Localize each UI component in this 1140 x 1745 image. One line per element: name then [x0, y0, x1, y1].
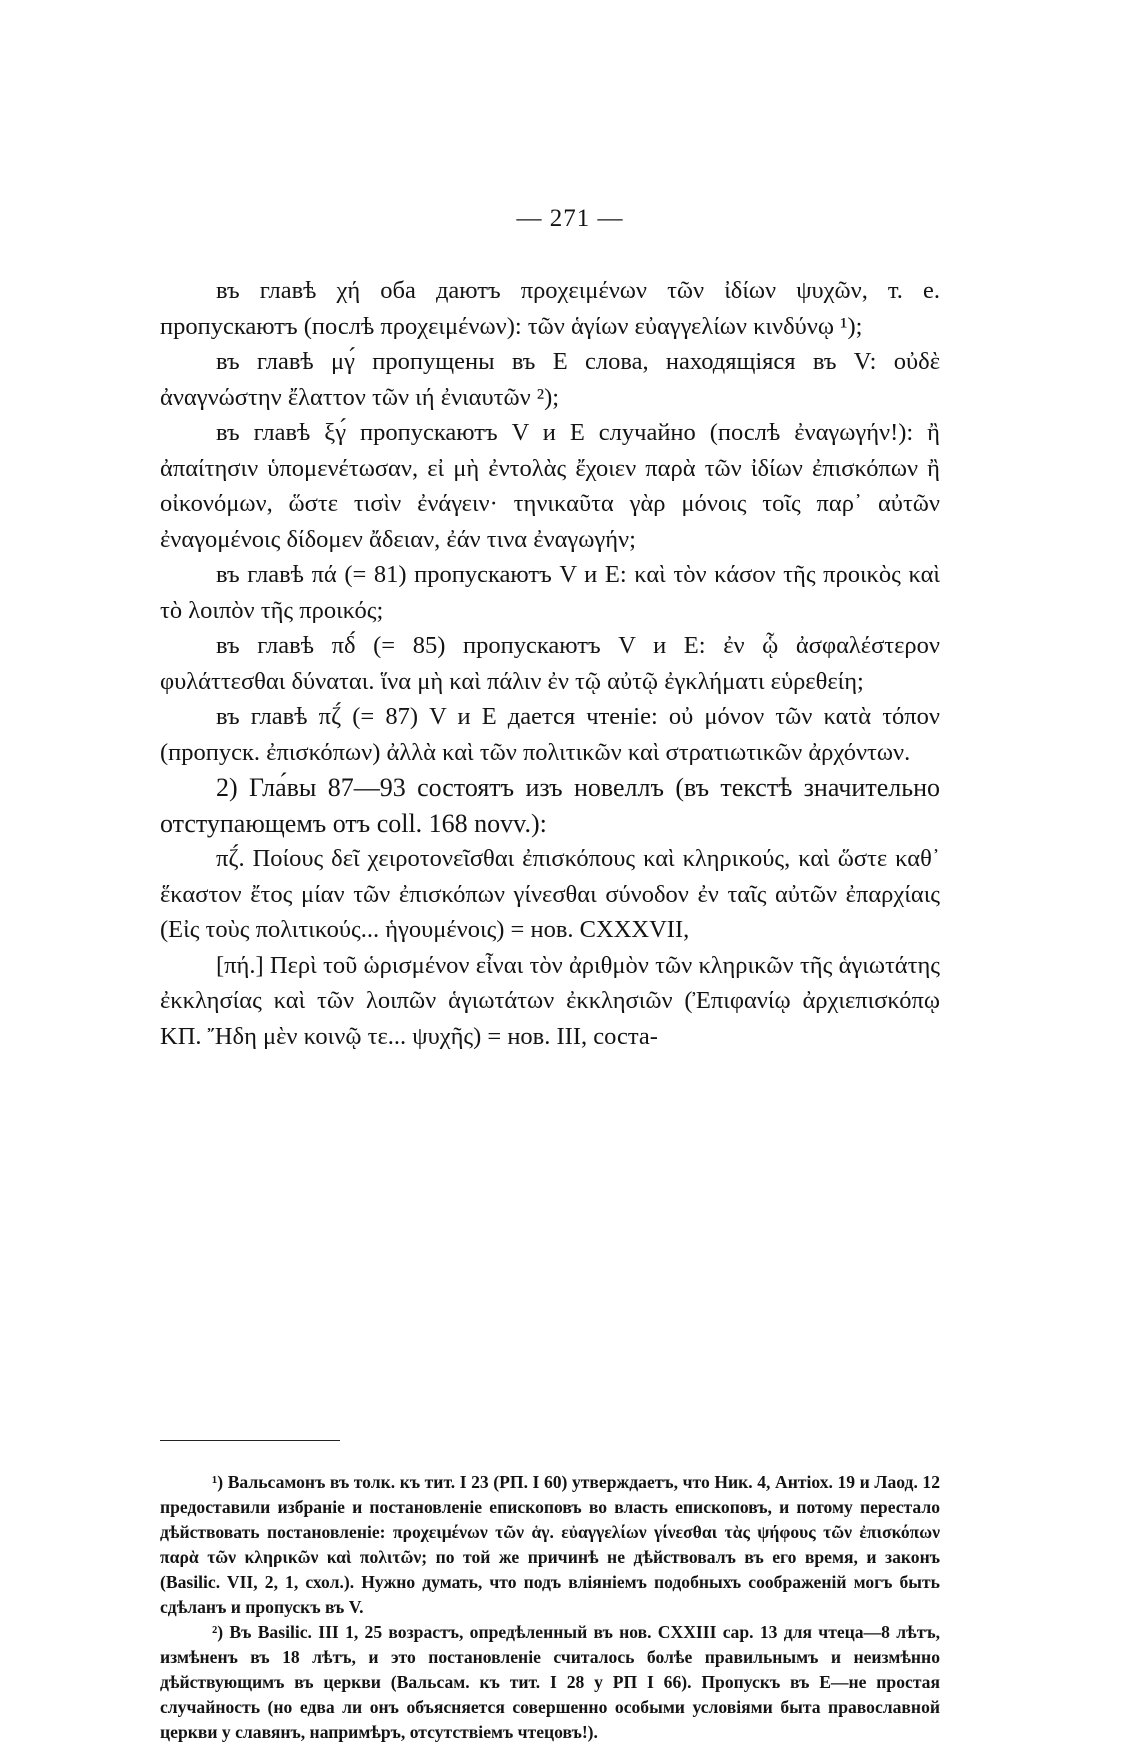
footnote-divider — [160, 1440, 340, 1441]
page-number: — 271 — — [516, 205, 624, 232]
paragraph-9: [πή.] Περὶ τοῦ ὡρισμένον εἶναι τὸν ἀριθμὸν τῶν κληρικῶν τῆς ἁγιωτάτης ἐκκλησίας καὶ τῶν λοιπῶν ἁγιωτάτων ἐκκλησιῶν (Ἐπιφανίῳ ἀρχιεπισκόπῳ ΚΠ. Ἤδη μὲν κοινῷ τε... ψυχῆς) = нов. III, соста- — [160, 951, 940, 1050]
footnotes — [160, 1470, 940, 1745]
main-text — [160, 273, 940, 1054]
paragraph-1: въ главѣ χή оба даютъ προχειμένων τῶν ἰδίων ψυχῶν, т. е. пропускаютъ (послѣ προχειμένων): τῶν ἁγίων εὐαγγελίων κινδύνῳ ¹); — [160, 277, 940, 340]
paragraph-3: въ главѣ ξγ́ пропускаютъ V и Е случайно (послѣ ἐναγωγήν!): ἢ ἀπαίτησιν ὑπομενέτωσαν, εἰ μὴ ἐντολὰς ἔχοιεν παρὰ τῶν ἰδίων ἐπισκόπων ἢ οἰκονόμων, ὥστε τισὶν ἐνάγειν· τηνικαῦτα γὰρ μόνοις τοῖς παρ᾽ αὐτῶν ἐναγομένοις δίδομεν ἄδειαν, ἐάν τινα ἐναγωγήν; — [160, 419, 940, 553]
paragraph-6: въ главѣ πζ́ (= 87) V и Е дается чтеніе: οὐ μόνον τῶν κατὰ τόπον (пропуск. ἐπισκόπων) ἀλλὰ καὶ τῶν πολιτικῶν καὶ στρατιωτικῶν ἀρχόντων. — [160, 703, 940, 766]
paragraph-7: 2) Гла́вы 87—93 состоятъ изъ новеллъ (въ текстѣ значительно отступающемъ отъ coll. 168 novv.): — [160, 773, 940, 838]
paragraph-5: въ главѣ πδ́ (= 85) пропускаютъ V и Е: ἐν ᾧ ἀσφαλέστερον φυλάττεσθαι δύναται. ἵνα μὴ καὶ πάλιν ἐν τῷ αὐτῷ ἐγκλήματι εὑρεθείη; — [160, 632, 940, 695]
footnote-2: ²) Въ Basilic. III 1, 25 возрастъ, опредѣленный въ нов. CXXIII cap. 13 для чтеца—8 лѣтъ, измѣненъ въ 18 лѣтъ, и это постановленіе считалось болѣе правильнымъ и неизмѣнно дѣйствующимъ въ церкви (Вальсам. къ тит. I 28 у РП I 66). Пропускъ въ Е—не простая случайность (но едва ли онъ объясняется совершенно особыми условіями быта православной церкви у славянъ, напримѣръ, отсутствіемъ чтецовъ!). — [160, 1622, 940, 1742]
paragraph-4: въ главѣ πά (= 81) пропускаютъ V и Е: καὶ τὸν κάσον τῆς προικὸς καὶ τὸ λοιπὸν τῆς προικός; — [160, 561, 940, 624]
paragraph-2: въ главѣ μγ́ пропущены въ Е слова, находящіяся въ V: οὐδὲ ἀναγνώστην ἔλαττον τῶν ιή ἐνιαυτῶν ²); — [160, 348, 940, 411]
footnote-1: ¹) Вальсамонъ въ толк. къ тит. I 23 (РП. I 60) утверждаетъ, что Ник. 4, Антіох. 19 и Лаод. 12 предоставили избраніе и постановленіе епископовъ во власть епископовъ, и потому перестало дѣйствовать постановленіе: προχειμένων τῶν ἁγ. εὐαγγελίων γίνεσθαι τὰς ψήφους τῶν ἐπισκόπων παρὰ τῶν κληρικῶν καὶ πολιτῶν; по той же причинѣ не дѣйствовалъ въ его время, и законъ (Basilic. VII, 2, 1, схол.). Нужно думать, что подъ вліяніемъ подобныхъ соображеній могъ быть сдѣланъ и пропускъ въ V. — [160, 1472, 940, 1617]
paragraph-8: πζ́. Ποίους δεῖ χειροτονεῖσθαι ἐπισκόπους καὶ κληρικούς, καὶ ὥστε καθ᾽ ἕκαστον ἔτος μίαν τῶν ἐπισκόπων γίνεσθαι σύνοδον ἐν ταῖς αὐτῶν ἐπαρχίαις (Εἰς τοὺς πολιτικούς... ἡγουμένοις) = нов. CXXXVII, — [160, 845, 940, 943]
